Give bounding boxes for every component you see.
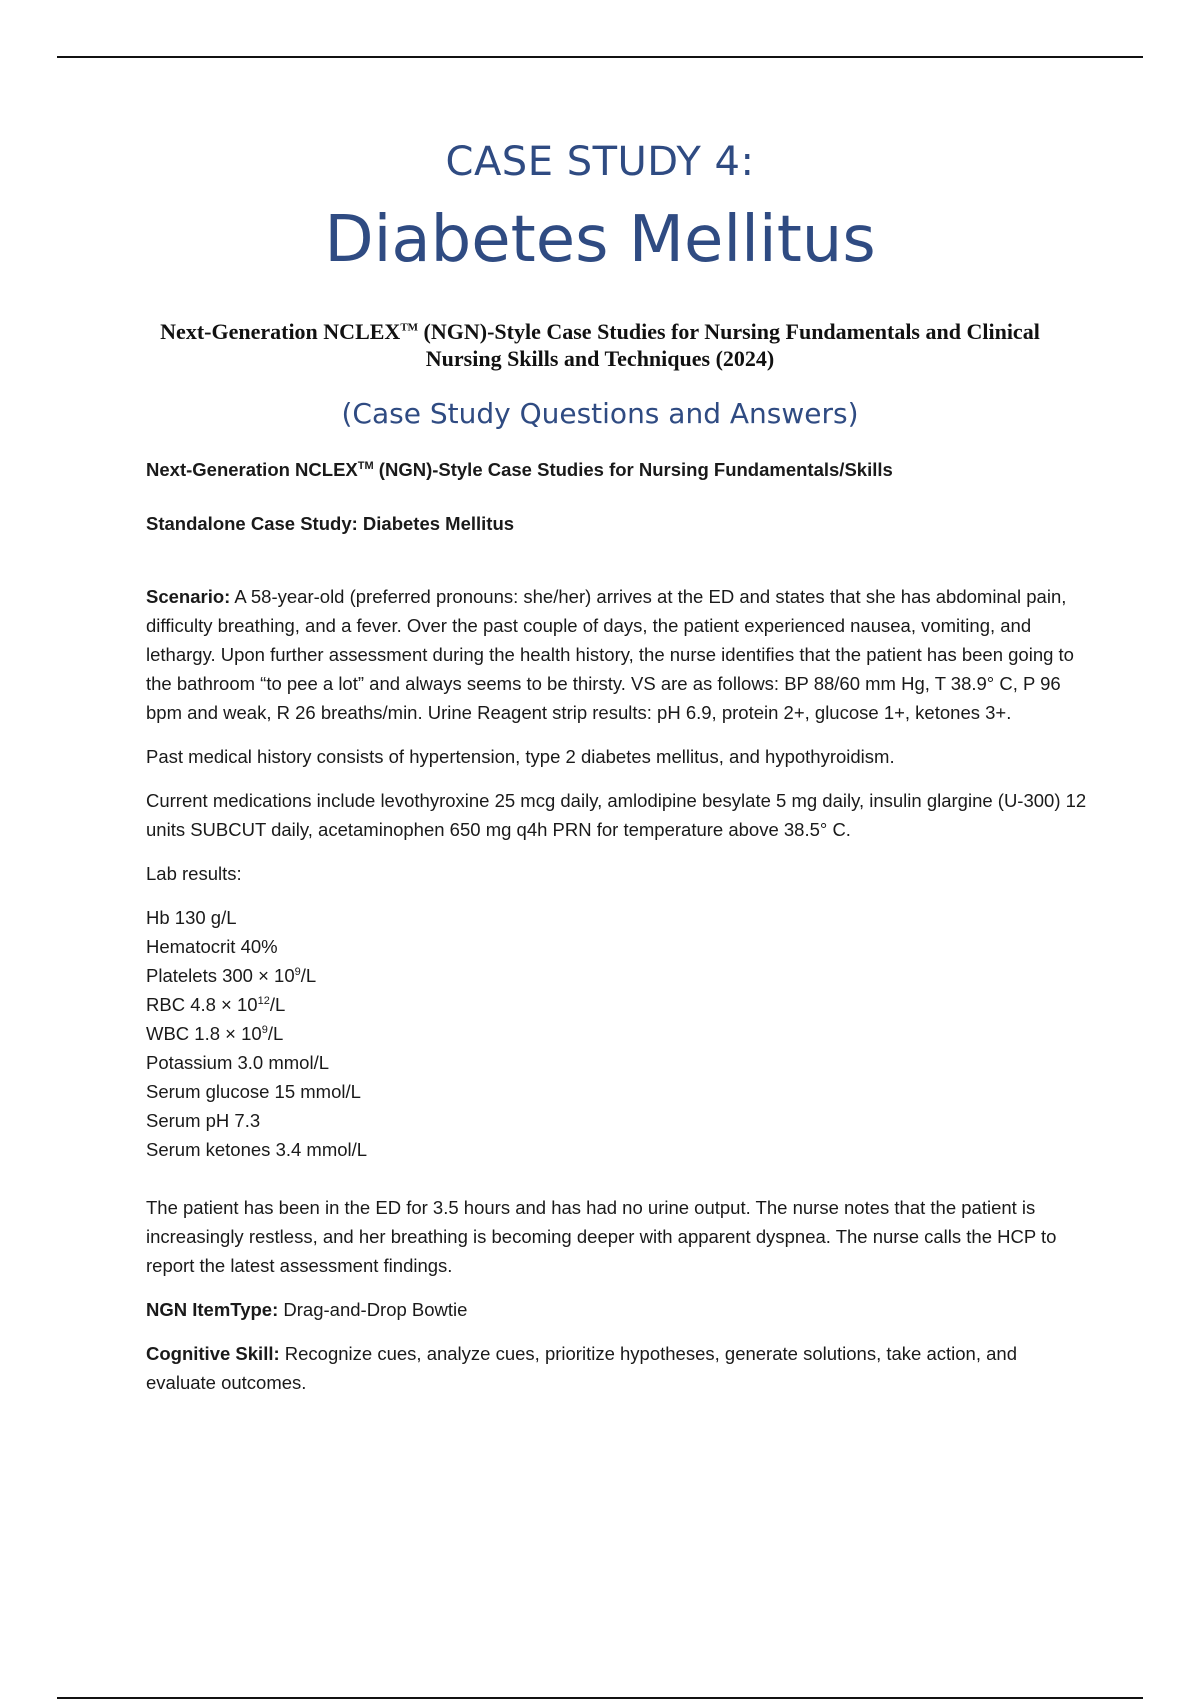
lab-item-potassium: Potassium 3.0 mmol/L (146, 1052, 330, 1073)
case-study-label: CASE STUDY 4: (445, 139, 755, 185)
lab-item-ketones: Serum ketones 3.4 mmol/L (146, 1139, 368, 1160)
series-trademark-mark: TM (357, 459, 374, 472)
lab-item-hb: Hb 130 g/L (146, 907, 237, 928)
lab-item-rbc (146, 990, 1091, 1019)
lab-item-rbc-value: RBC 4.8 × 10 (146, 994, 258, 1015)
top-rule (57, 56, 1143, 58)
lab-item-rbc-exponent: 12 (257, 994, 270, 1007)
lab-item-wbc-value: WBC 1.8 × 10 (146, 1023, 262, 1044)
scenario-text: A 58-year-old (preferred pronouns: she/her) arrives at the ED and states that she has abdominal pain, difficulty breathing, and a fever. Over the past couple of days, the patient experienced nausea, vomiting, and lethargy. Upon further assessment during the health history, the nurse identifies that the patient has been going to the bathroom “to pee a lot” and always seems to be thirsty. VS are as follows: BP 88/60 mm Hg, T 38.9° C, P 96 bpm and weak, R 26 breaths/min. Urine Reagent strip results: pH 6.9, protein 2+, glucose 1+, ketones 3+. (146, 586, 1074, 723)
lab-item-ph: Serum pH 7.3 (146, 1110, 261, 1131)
qa-note: (Case Study Questions and Answers) (341, 397, 859, 430)
lab-item-wbc-unit: /L (267, 1023, 284, 1044)
item-type-line (146, 1295, 1091, 1324)
lab-item-glucose: Serum glucose 15 mmol/L (146, 1081, 361, 1102)
scenario-paragraph (146, 582, 1091, 727)
bottom-rule (57, 1697, 1143, 1699)
series-heading (146, 455, 1091, 484)
cognitive-skill-label: Cognitive Skill: (146, 1343, 280, 1364)
series-text-start: Next-Generation NCLEX (146, 459, 358, 480)
lab-results-heading: Lab results: (146, 863, 242, 884)
item-type-value: Drag-and-Drop Bowtie (278, 1299, 468, 1320)
series-text-end: (NGN)-Style Case Studies for Nursing Fundamentals/Skills (373, 459, 893, 480)
lab-item-platelets-unit: /L (300, 965, 317, 986)
followup-paragraph: The patient has been in the ED for 3.5 hours and has had no urine output. The nurse notes that the patient is increasingly restless, and her breathing is becoming deeper with apparent dyspnea. The nurse calls the HCP to report the latest assessment findings. (146, 1197, 1057, 1276)
lab-item-wbc-exponent: 9 (261, 1023, 268, 1036)
standalone-heading: Standalone Case Study: Diabetes Mellitus (146, 513, 515, 534)
lab-item-hematocrit: Hematocrit 40% (146, 936, 278, 957)
medications-paragraph: Current medications include levothyroxine 25 mcg daily, amlodipine besylate 5 mg daily, insulin glargine (U-300) 12 units SUBCUT daily, acetaminophen 650 mg q4h PRN for temperature above 38.5° C. (146, 790, 1087, 840)
page-title: Diabetes Mellitus (324, 203, 876, 277)
subtitle-text-start: Next-Generation NCLEX (160, 319, 401, 344)
scenario-label: Scenario: (146, 586, 231, 607)
cognitive-skill-value: Recognize cues, analyze cues, prioritize hypotheses, generate solutions, take action, and evaluate outcomes. (146, 1343, 1017, 1393)
lab-item-wbc (146, 1019, 1091, 1048)
lab-item-platelets (146, 961, 1091, 990)
lab-item-platelets-exponent: 9 (294, 965, 301, 978)
subtitle-text-end: (NGN)-Style Case Studies for Nursing Fundamentals and Clinical Nursing Skills and Techniques (2024) (418, 319, 1040, 371)
document-subtitle (120, 318, 1080, 372)
cognitive-skill-line (146, 1339, 1091, 1397)
document-header (0, 138, 1200, 432)
item-type-label: NGN ItemType: (146, 1299, 279, 1320)
medical-history-paragraph: Past medical history consists of hypertension, type 2 diabetes mellitus, and hypothyroidism. (146, 746, 895, 767)
lab-item-platelets-value: Platelets 300 × 10 (146, 965, 295, 986)
lab-item-rbc-unit: /L (269, 994, 286, 1015)
case-study-body (146, 455, 1091, 1412)
lab-results-list (146, 903, 1091, 1164)
trademark-mark: TM (400, 321, 419, 334)
